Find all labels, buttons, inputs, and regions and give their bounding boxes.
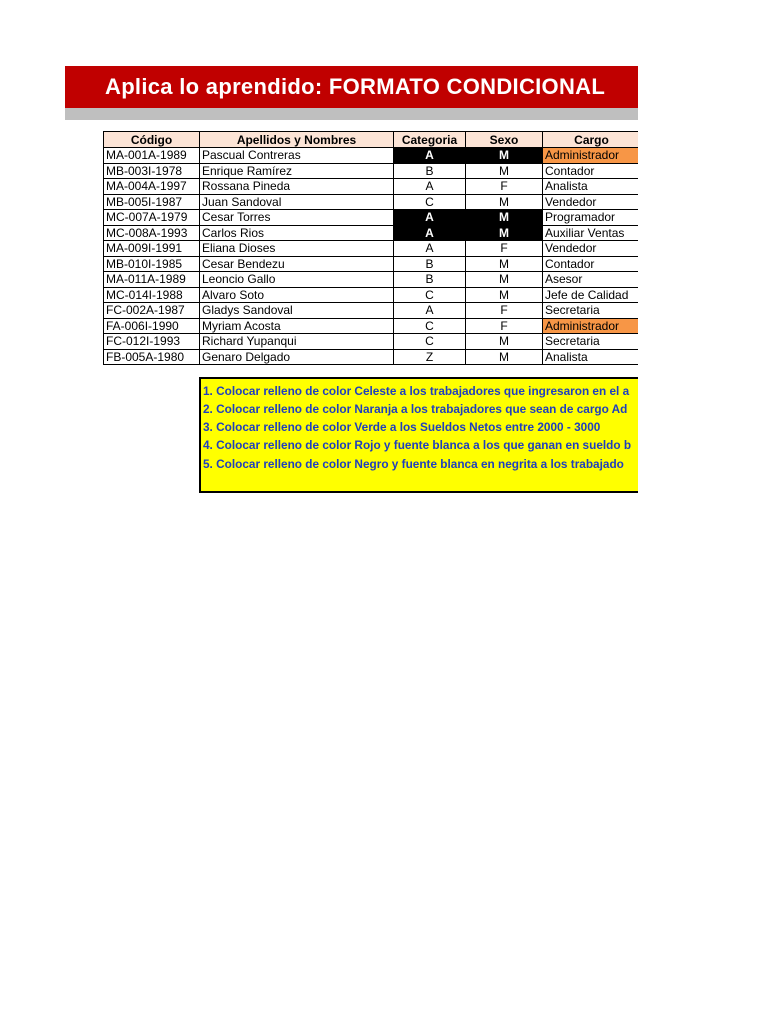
table-row xyxy=(104,241,639,257)
cell-sexo: F xyxy=(466,303,543,319)
cell-nombre: Leoncio Gallo xyxy=(200,272,394,288)
instructions-box xyxy=(199,377,638,493)
cell-nombre: Rossana Pineda xyxy=(200,179,394,195)
cell-codigo: MC-008A-1993 xyxy=(104,225,200,241)
cell-sexo: M xyxy=(466,210,543,226)
table-row xyxy=(104,334,639,350)
cell-nombre: Carlos Rios xyxy=(200,225,394,241)
table-header-row xyxy=(104,132,639,148)
cell-sexo: F xyxy=(466,318,543,334)
cell-categoria: A xyxy=(394,225,466,241)
cell-codigo: MA-009I-1991 xyxy=(104,241,200,257)
cell-codigo: FC-012I-1993 xyxy=(104,334,200,350)
cell-cargo: Administrador xyxy=(543,148,639,164)
cell-nombre: Gladys Sandoval xyxy=(200,303,394,319)
cell-categoria: C xyxy=(394,287,466,303)
cell-nombre: Enrique Ramírez xyxy=(200,163,394,179)
cell-categoria: A xyxy=(394,148,466,164)
cell-categoria: A xyxy=(394,241,466,257)
cell-sexo: M xyxy=(466,148,543,164)
cell-cargo: Analista xyxy=(543,349,639,365)
cell-nombre: Genaro Delgado xyxy=(200,349,394,365)
cell-codigo: MC-014I-1988 xyxy=(104,287,200,303)
cell-sexo: M xyxy=(466,256,543,272)
table-row xyxy=(104,349,639,365)
table-row xyxy=(104,163,639,179)
cell-codigo: MA-004A-1997 xyxy=(104,179,200,195)
cell-nombre: Myriam Acosta xyxy=(200,318,394,334)
cell-cargo: Secretaria xyxy=(543,334,639,350)
instruction-1: 1. Colocar relleno de color Celeste a los trabajadores que ingresaron en el a xyxy=(203,384,630,398)
table-body xyxy=(104,148,639,365)
cell-sexo: M xyxy=(466,225,543,241)
table-row xyxy=(104,194,639,210)
cell-sexo: M xyxy=(466,194,543,210)
header-nombres: Apellidos y Nombres xyxy=(200,132,394,148)
cell-cargo: Vendedor xyxy=(543,194,639,210)
header-codigo: Código xyxy=(104,132,200,148)
page-title: Aplica lo aprendido: FORMATO CONDICIONAL xyxy=(105,74,606,99)
cell-sexo: M xyxy=(466,287,543,303)
table-row xyxy=(104,318,639,334)
cell-cargo: Auxiliar Ventas xyxy=(543,225,639,241)
instruction-3: 3. Colocar relleno de color Verde a los Sueldos Netos entre 2000 - 3000 xyxy=(203,420,601,434)
table-row xyxy=(104,256,639,272)
title-shadow xyxy=(65,108,638,120)
cell-categoria: A xyxy=(394,303,466,319)
cell-sexo: F xyxy=(466,179,543,195)
cell-cargo: Contador xyxy=(543,256,639,272)
employee-table xyxy=(103,131,638,365)
instruction-4: 4. Colocar relleno de color Rojo y fuente blanca a los que ganan en sueldo b xyxy=(203,438,632,452)
cell-codigo: FC-002A-1987 xyxy=(104,303,200,319)
cell-cargo: Asesor xyxy=(543,272,639,288)
header-categoria: Categoria xyxy=(394,132,466,148)
cell-codigo: MC-007A-1979 xyxy=(104,210,200,226)
cell-nombre: Richard Yupanqui xyxy=(200,334,394,350)
cell-sexo: F xyxy=(466,241,543,257)
cell-categoria: C xyxy=(394,194,466,210)
cell-codigo: MB-003I-1978 xyxy=(104,163,200,179)
cell-nombre: Cesar Bendezu xyxy=(200,256,394,272)
cell-nombre: Alvaro Soto xyxy=(200,287,394,303)
cell-nombre: Cesar Torres xyxy=(200,210,394,226)
table-row xyxy=(104,179,639,195)
cell-codigo: MB-010I-1985 xyxy=(104,256,200,272)
cell-cargo: Secretaria xyxy=(543,303,639,319)
cell-cargo: Analista xyxy=(543,179,639,195)
cell-categoria: A xyxy=(394,179,466,195)
cell-cargo: Programador xyxy=(543,210,639,226)
cell-codigo: MA-011A-1989 xyxy=(104,272,200,288)
cell-nombre: Pascual Contreras xyxy=(200,148,394,164)
employee-table-wrapper xyxy=(103,131,638,365)
cell-nombre: Eliana Dioses xyxy=(200,241,394,257)
cell-categoria: C xyxy=(394,318,466,334)
cell-sexo: M xyxy=(466,349,543,365)
cell-categoria: B xyxy=(394,272,466,288)
cell-categoria: C xyxy=(394,334,466,350)
header-sexo: Sexo xyxy=(466,132,543,148)
cell-categoria: A xyxy=(394,210,466,226)
cell-cargo: Administrador xyxy=(543,318,639,334)
header-cargo: Cargo xyxy=(543,132,639,148)
cell-sexo: M xyxy=(466,163,543,179)
cell-nombre: Juan Sandoval xyxy=(200,194,394,210)
cell-categoria: Z xyxy=(394,349,466,365)
cell-categoria: B xyxy=(394,256,466,272)
cell-codigo: FB-005A-1980 xyxy=(104,349,200,365)
cell-codigo: MB-005I-1987 xyxy=(104,194,200,210)
instruction-5: 5. Colocar relleno de color Negro y fuente blanca en negrita a los trabajado xyxy=(203,457,624,471)
table-row xyxy=(104,303,639,319)
table-row xyxy=(104,272,639,288)
table-row xyxy=(104,148,639,164)
cell-cargo: Jefe de Calidad xyxy=(543,287,639,303)
cell-cargo: Contador xyxy=(543,163,639,179)
table-row xyxy=(104,287,639,303)
cell-sexo: M xyxy=(466,334,543,350)
instruction-2: 2. Colocar relleno de color Naranja a los trabajadores que sean de cargo Ad xyxy=(203,402,628,416)
title-bar xyxy=(65,66,638,108)
cell-sexo: M xyxy=(466,272,543,288)
table-row xyxy=(104,225,639,241)
cell-codigo: FA-006I-1990 xyxy=(104,318,200,334)
cell-cargo: Vendedor xyxy=(543,241,639,257)
table-row xyxy=(104,210,639,226)
cell-codigo: MA-001A-1989 xyxy=(104,148,200,164)
cell-categoria: B xyxy=(394,163,466,179)
